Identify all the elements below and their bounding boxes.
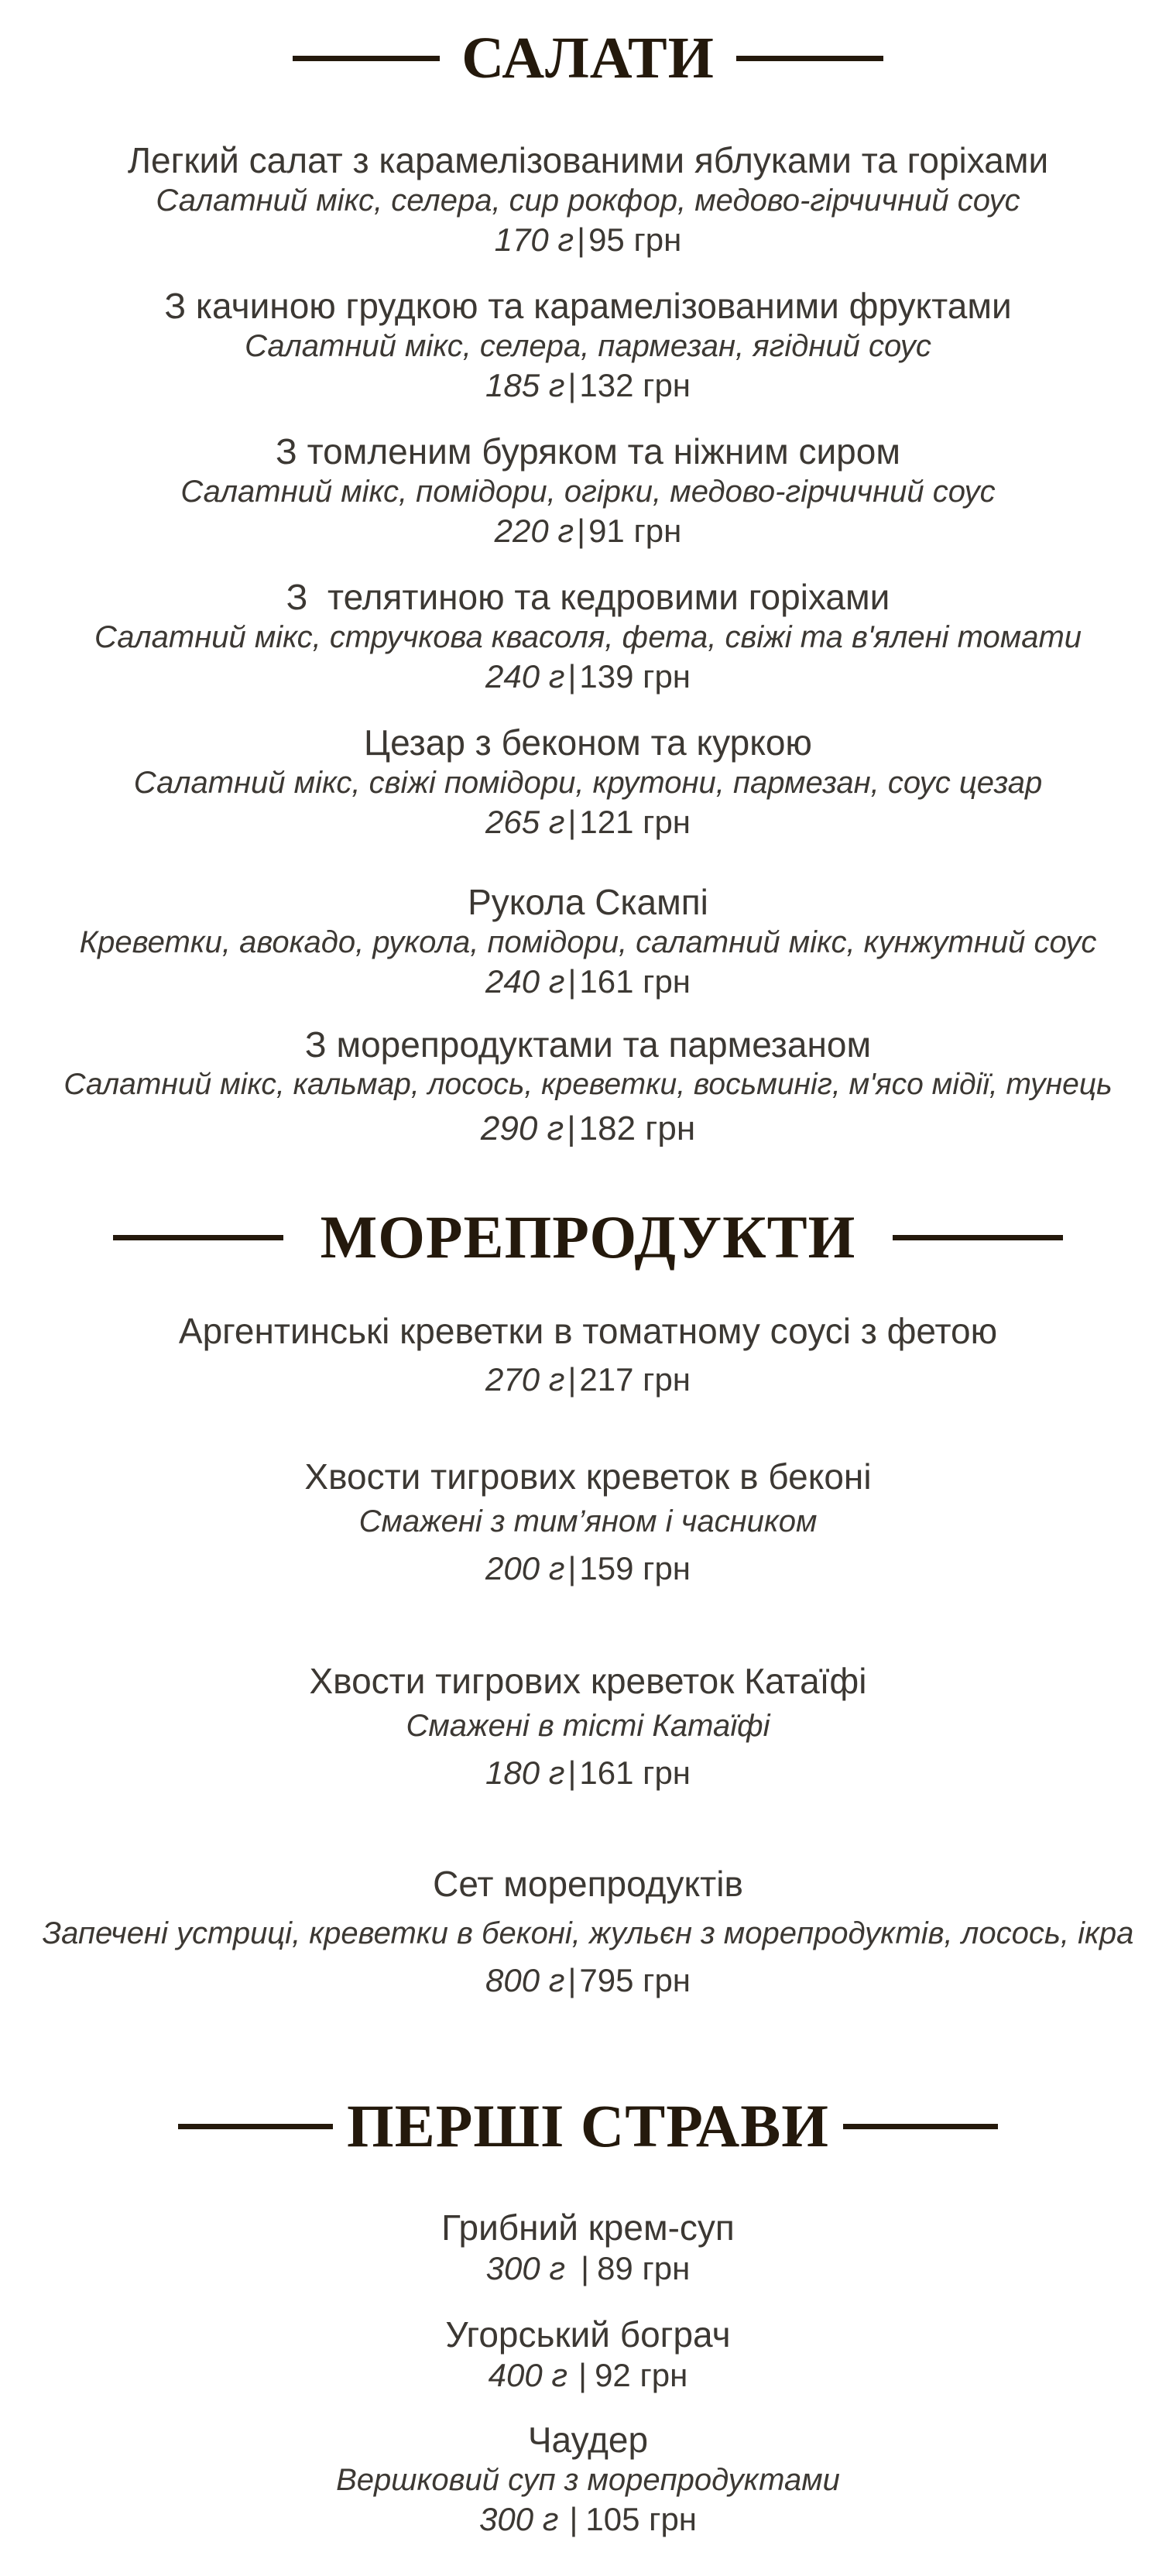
item-name: Цезар з беконом та куркою [364,722,812,763]
menu-item [0,2314,1176,2396]
item-weight-price [0,365,1176,406]
item-description: Салатний мікс, помідори, огірки, медово-гірчичний соус [180,475,996,509]
section-title-salads: САЛАТИ [461,25,715,91]
item-description: Салатний мікс, стручкова квасоля, фета, свіжі та в'ялені томати [94,620,1082,654]
menu-item [0,2419,1176,2540]
item-name: Чаудер [527,2420,649,2460]
item-price: 161 грн [579,963,691,1000]
item-description: Смажені в тісті Катаїфі [406,1709,770,1743]
separator: | [567,1962,577,1998]
item-weight: 270 г [485,1361,565,1398]
item-price: 95 грн [588,221,682,258]
item-weight-price [0,511,1176,551]
item-description: Креветки, авокадо, рукола, помідори, салатний мікс, кунжутний соус [79,925,1097,959]
item-description: Запечені устриці, креветки в беконі, жульєн з морепродуктів, лосось, ікра [42,1916,1134,1950]
item-weight: 185 г [485,367,565,403]
item-price: 182 грн [578,1110,696,1147]
item-weight-price [0,2248,1176,2289]
section-title-seafood: МОРЕПРОДУКТИ [320,1203,856,1271]
item-price: 121 грн [579,804,691,840]
item-price: 132 грн [579,367,691,403]
item-name: З морепродуктами та пармезаном [304,1024,872,1065]
heading-rule-left [178,2124,333,2129]
item-weight: 220 г [494,513,574,549]
item-weight-price [0,657,1176,697]
item-weight: 300 г [485,2250,566,2286]
menu-item [0,1456,1176,1589]
item-name: Легкий салат з карамелізованими яблуками та горіхами [127,140,1049,180]
item-price: 217 грн [579,1361,691,1398]
item-weight: 400 г [488,2357,568,2393]
item-description: Смажені з тим’яном і часником [358,1504,818,1538]
item-name: Аргентинські креветки в томатному соусі з фетою [178,1311,998,1351]
item-weight: 290 г [480,1110,564,1147]
item-description: Салатний мікс, селера, сир рокфор, медово-гірчичний соус [156,184,1020,218]
item-description: Салатний мікс, кальмар, лосось, креветки, восьминіг, м'ясо мідії, тунець [63,1068,1113,1101]
separator: | [567,658,577,695]
item-weight-price [0,2355,1176,2396]
separator: | [581,2250,590,2286]
item-weight-price [0,962,1176,1002]
item-price: 89 грн [597,2250,691,2286]
item-description: Салатний мікс, селера, пармезан, ягідний соус [245,329,931,363]
heading-rule-right [893,1235,1063,1240]
item-weight-price [0,1960,1176,2001]
menu-item [0,576,1176,697]
item-name: Рукола Скампі [468,882,708,922]
item-weight: 265 г [485,804,565,840]
item-weight: 800 г [485,1962,565,1998]
item-name: Грибний крем-суп [441,2207,735,2248]
item-name: З томленим буряком та ніжним сиром [276,431,900,472]
item-weight: 240 г [485,658,565,695]
menu-item [0,1310,1176,1400]
item-name: З телятиною та кедровими горіхами [286,577,890,617]
item-price: 139 грн [579,658,691,695]
menu-item [0,1660,1176,1793]
menu-item [0,430,1176,551]
section-heading-seafood [0,1203,1176,1271]
item-price: 159 грн [579,1550,691,1586]
separator: | [567,1550,577,1586]
heading-rule-right [736,56,883,61]
item-name: Сет морепродуктів [433,1864,743,1904]
item-name: Хвости тигрових креветок в беконі [304,1456,872,1497]
item-weight: 200 г [485,1550,565,1586]
section-title-soups: ПЕРШІ СТРАВИ [347,2092,829,2159]
heading-rule-right [843,2124,998,2129]
separator: | [577,221,586,258]
item-price: 91 грн [588,513,682,549]
item-weight: 300 г [478,2501,559,2537]
item-weight: 170 г [494,221,574,258]
menu-item [0,285,1176,406]
separator: | [567,367,577,403]
separator: | [577,513,586,549]
menu-item [0,722,1176,842]
item-weight-price [0,2499,1176,2540]
item-weight-price [0,220,1176,260]
item-weight-price [0,1549,1176,1589]
item-price: 161 грн [579,1754,691,1791]
separator: | [578,2357,588,2393]
item-price: 105 грн [585,2501,697,2537]
item-weight-price [0,1360,1176,1400]
heading-rule-left [293,56,440,61]
heading-rule-left [113,1235,283,1240]
menu-item [0,139,1176,260]
menu-item [0,881,1176,1002]
section-heading-soups [0,2092,1176,2159]
separator: | [567,1110,576,1147]
separator: | [569,2501,578,2537]
item-name: Угорський бограч [445,2314,731,2355]
menu-item [0,1863,1176,2001]
menu-item [0,1024,1176,1149]
item-description: Вершковий суп з морепродуктами [336,2463,840,2497]
item-description: Салатний мікс, свіжі помідори, крутони, пармезан, соус цезар [133,766,1043,800]
item-weight-price [0,1109,1176,1149]
item-name: З качиною грудкою та карамелізованими фруктами [164,286,1012,326]
section-heading-salads [0,25,1176,91]
item-weight: 180 г [485,1754,565,1791]
separator: | [567,1754,577,1791]
item-weight-price [0,802,1176,842]
item-price: 795 грн [579,1962,691,1998]
item-name: Хвости тигрових креветок Катаїфі [309,1661,867,1701]
item-weight: 240 г [485,963,565,1000]
item-weight-price [0,1753,1176,1793]
separator: | [567,1361,577,1398]
separator: | [567,804,577,840]
menu-item [0,2207,1176,2289]
separator: | [567,963,577,1000]
item-price: 92 грн [595,2357,688,2393]
